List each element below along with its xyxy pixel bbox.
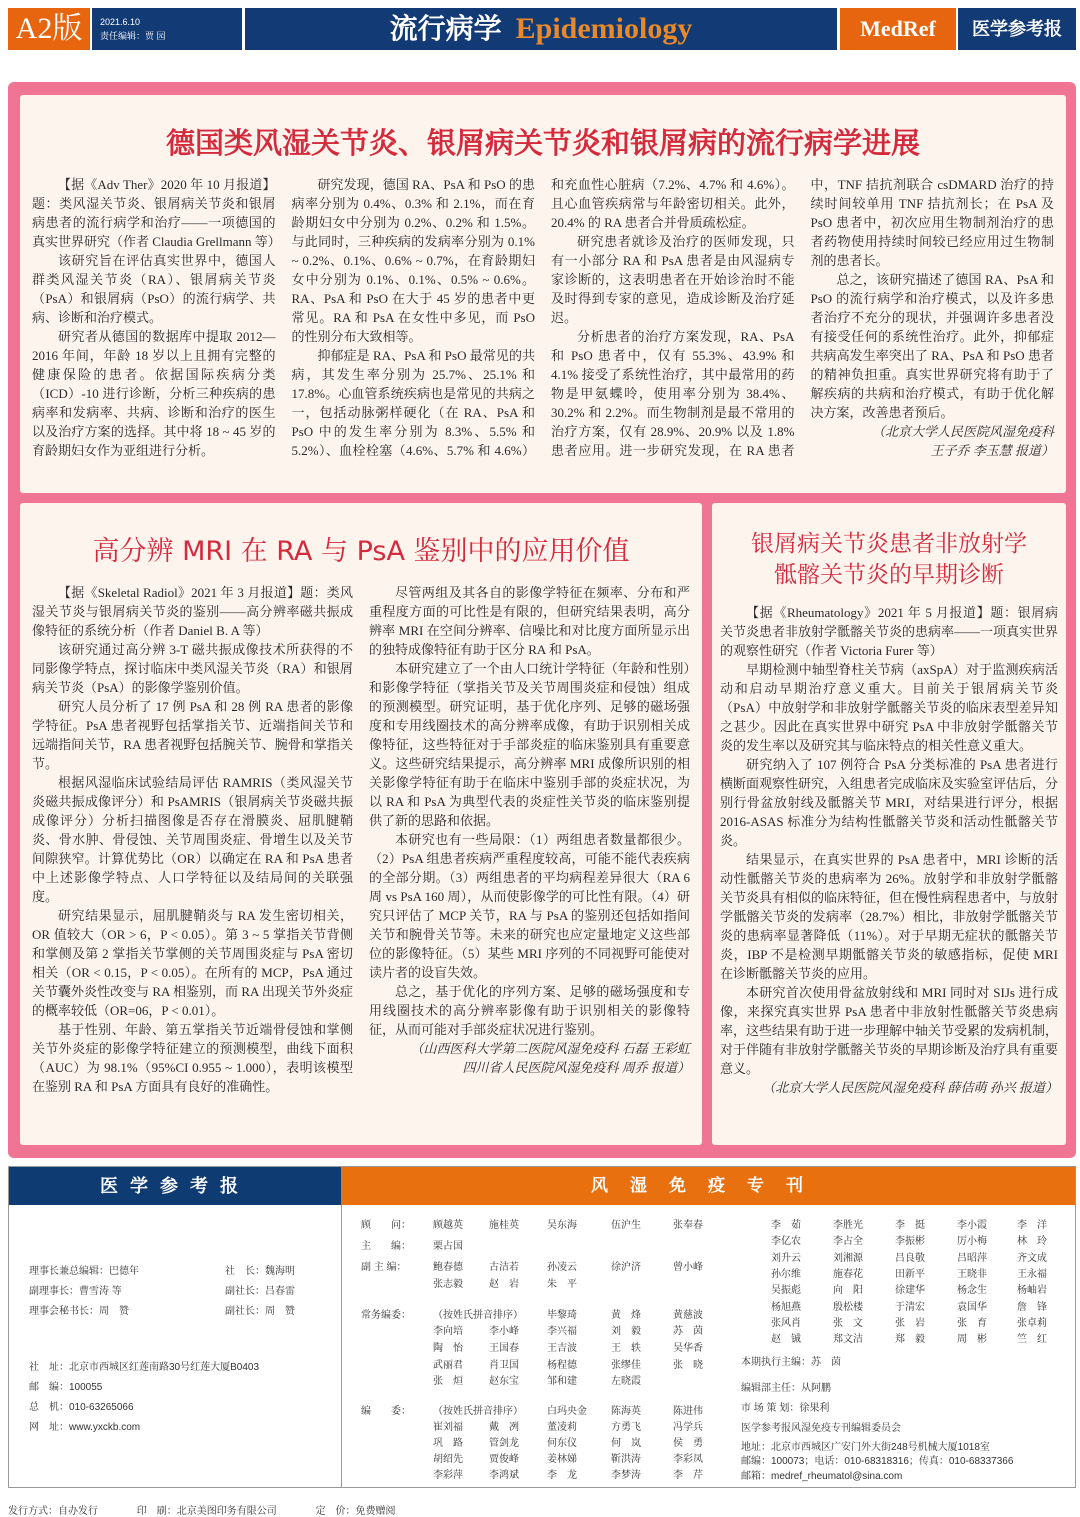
editorial-board-continued — [741, 1167, 1073, 1487]
board-member: 向 阳 — [833, 1285, 863, 1297]
paragraph: 该研究通过高分辨 3-T 磁共振成像技术所获得的不同影像学特点，探讨临床中类风湿关节炎（RA）和银屑病关节炎（PsA）的影像学鉴别价值。 — [32, 642, 353, 695]
board-member: 王永福 — [1017, 1268, 1047, 1280]
article-title-line: 银屑病关节炎患者非放射学 — [751, 531, 1027, 557]
board-member: 古洁若 — [489, 1262, 519, 1273]
board-member: 李梦涛 — [611, 1470, 641, 1481]
board-member: 杨念生 — [957, 1285, 987, 1297]
board-member: 孙尔维 — [771, 1268, 801, 1280]
board-member: 孙凌云 — [547, 1262, 577, 1273]
board-member: 郑 毅 — [895, 1334, 925, 1346]
article-title: 高分辨 MRI 在 RA 与 PsA 鉴别中的应用价值 — [92, 536, 630, 567]
paragraph: 结果显示，在真实世界的 PsA 患者中，MRI 诊断的活动性骶髂关节炎的患病率为 26%。放射学和非放射学骶髂关节炎具有相似的临床特征，但在慢性病程患者中，与放射学骶髂关节炎的发病率（28.7%）相比，非放射学骶髂关节炎的患病率显著降低（11%）。对于早期无症状的骶髂关节炎，IBP 不是检测早期骶髂关节炎的敏感指标，促使 MRI 在诊断骶髂关节炎的应用。 — [720, 852, 1059, 981]
byline: （北京大学人民医院风湿免疫科 — [871, 424, 1054, 439]
masthead-brand-bar: 医学参考报 — [9, 1167, 341, 1205]
article-psa-sacroiliitis — [712, 503, 1066, 1145]
board-member: 张志毅 — [433, 1279, 463, 1290]
board-member: 李鸿斌 — [489, 1470, 519, 1481]
board-member: 赵 铖 — [771, 1334, 801, 1346]
board-member: 李彩萍 — [433, 1470, 463, 1481]
officer: 副社长：周 赞 — [225, 1306, 295, 1317]
board-member: （按姓氏拼音排序） — [433, 1406, 523, 1417]
board-member: 栗占国 — [433, 1241, 463, 1252]
board-member: 詹 锋 — [1017, 1301, 1047, 1313]
article-title: 德国类风湿关节炎、银屑病关节炎和银屑病的流行病学进展 — [165, 126, 920, 160]
board-member: 李 芹 — [673, 1470, 703, 1481]
board-role-label: 编 委： — [361, 1406, 411, 1417]
board-member: 管剑龙 — [489, 1438, 519, 1449]
board-member: 张 文 — [833, 1317, 863, 1329]
board-member: 张 育 — [957, 1317, 987, 1329]
editorial-info: 市 场 策 划：徐果利 — [741, 1403, 830, 1414]
board-member: 李 洋 — [1017, 1220, 1047, 1231]
paragraph: 抑郁症是 RA、PsA 和 PsO 最常见的共病，其发生率分别为 25.7%、25.1% 和 17.8%。心血管系统疾病也是常见的共病之一，包括动脉粥样硬化（在 RA、PsA 和 PsO 中的发生率分别为 8.3%、5.5% 和 5.2%）、血栓栓塞（4.6%、5.7% 和 4.6%）和充血性心脏病（7.2%、4.7% 和 4.6%）。且心血管疾病常与年龄密切相关。此外，20.4% 的 RA 患者合并骨质疏松症。 — [291, 177, 795, 458]
board-member: 董凌莉 — [547, 1422, 577, 1433]
officer: 理事会秘书长：周 赞 — [29, 1306, 129, 1317]
board-member: （按姓氏拼音排序） — [433, 1310, 523, 1321]
paragraph: 本研究也有一些局限：（1）两组患者数量都很少。（2）PsA 组患者疾病严重程度较高，可能不能代表疾病的全部分期。（3）两组患者的平均病程差异很大（RA 6 周 vs PsA 160 周），从而使影像学的可比性有限。（4）研究只评估了 MCP 关节，RA 与 PsA 的鉴别还包括如指间关节和腕骨关节等。未来的研究也应定量地定义这些部位的影像特征。（5）某些 MRI 序列的不同视野可能使对读片者的设盲失效。 — [369, 832, 690, 980]
editorial-info: 本期执行主编：苏 茵 — [741, 1357, 841, 1368]
paragraph: 尽管两组及其各自的影像学特征在频率、分布和严重程度方面的可比性是有限的，但研究结果表明，高分辨率 MRI 在空间分辨率、信噪比和对比度方面所显示出的独特成像特征有助于区分 RA 和 PsA。 — [369, 585, 690, 657]
board-member: 左晓霞 — [611, 1376, 641, 1387]
board-member: 方勇飞 — [611, 1422, 641, 1433]
paragraph: 研究者从德国的数据库中提取 2012—2016 年间，年龄 18 岁以上且拥有完整的健康保险的患者。依据国际疾病分类（ICD）-10 进行诊断，分析三种疾病的患病率和发病率、共病、诊断和治疗的医生以及治疗方案的选择。其中将 18 ~ 45 岁的育龄期妇女作为亚组进行分析。 — [32, 329, 276, 458]
board-member: 李亿农 — [771, 1236, 801, 1248]
board-member: 武丽君 — [433, 1360, 463, 1371]
board-member: 王吉波 — [547, 1343, 577, 1354]
paragraph: 该研究旨在评估真实世界中，德国人群类风湿关节炎（RA）、银屑病关节炎（PsA）和银屑病（PsO）的流行病学、共病、诊断和治疗模式。 — [32, 253, 276, 325]
paragraph: 【据《Rheumatology》2021 年 5 月报道】题：银屑病关节炎患者非放射学骶髂关节炎的患病率——一项真实世界的观察性研究（作者 Victoria Furer 等） — [720, 605, 1059, 658]
board-role-label: 常务编委： — [361, 1310, 411, 1321]
paragraph: 根据风湿临床试验结局评估 RAMRIS（类风湿关节炎磁共振成像评分）和 PsAMRIS（银屑病关节炎磁共振成像评分）分析扫描图像是否存在滑膜炎、屈肌腱鞘炎、骨水肿、骨侵蚀、关节周围炎症、骨增生以及关节间隙狭窄。计算优势比（OR）以确定在 RA 和 PsA 患者中上述影像学特点、人口学特征以及结局间的关联强度。 — [32, 775, 353, 904]
board-member: 肖卫国 — [489, 1360, 519, 1371]
board-member: 王晓非 — [957, 1268, 987, 1280]
contact: 网 址：www.yxckb.com — [29, 1422, 141, 1433]
board-member: 伍沪生 — [611, 1220, 641, 1231]
paragraph: 研究患者就诊及治疗的医师发现，只有一小部分 RA 和 PsA 患者是由风湿病专家诊断的，这表明患者在开始诊治时不能及时得到专家的意见，造成诊断及治疗延迟。 — [551, 234, 795, 325]
board-member: 鲍春德 — [433, 1262, 463, 1273]
officer: 副社长：吕春雷 — [225, 1286, 295, 1297]
paragraph: 本研究建立了一个由人口统计学特征（年龄和性别）和影像学特征（掌指关节及关节周围炎症和侵蚀）组成的预测模型。研究证明，基于优化序列、足够的磁场强度和专用线圈技术的高分辨率成像，有助于识别相关成像特征，这些特征对于手部炎症的临床鉴别具有重要意义。这些研究结果提示，高分辨率 MRI 成像所识别的相关影像学特征有助于在临床中鉴别手部的炎症状况，为以 RA 和 PsA 为典型代表的炎症性关节炎的临床鉴别提供了新的思路和依据。 — [369, 661, 690, 828]
board-member: 施桂英 — [489, 1220, 519, 1231]
board-member: 侯 勇 — [673, 1438, 703, 1449]
article-mri-ra-psa — [20, 503, 702, 1145]
medref-logo: MedRef — [840, 8, 956, 50]
contact: 总 机：010-63265066 — [29, 1402, 134, 1413]
board-member: 赵东宝 — [489, 1376, 519, 1387]
board-member: 黄慈波 — [673, 1310, 703, 1321]
board-member: 徐沪济 — [611, 1262, 641, 1273]
board-member: 张 岩 — [895, 1317, 925, 1329]
board-member: 曾小峰 — [673, 1262, 703, 1273]
paragraph: 总之，基于优化的序列方案、足够的磁场强度和专用线圈技术的高分辨率影像有助于识别相关的影像特征，从而可能对手部炎症状况进行鉴别。 — [369, 984, 690, 1037]
byline: 四川省人民医院风湿免疫科 周乔 报道） — [462, 1060, 690, 1075]
board-member: 厉小梅 — [957, 1236, 987, 1248]
issue-editor: 责任编辑：贾 园 — [100, 31, 166, 41]
price: 定 价：免费赠阅 — [315, 1506, 396, 1517]
board-role-label: 主 编： — [361, 1241, 411, 1252]
board-member: 靳洪涛 — [611, 1454, 641, 1465]
board-member: 吴东海 — [547, 1220, 577, 1231]
board-member: 胡绍先 — [433, 1454, 463, 1465]
board-member: 何东仪 — [547, 1438, 577, 1449]
paragraph: 【据《Skeletal Radiol》2021 年 3 月报道】题：类风湿关节炎与银屑病关节炎的鉴别——高分辨率磁共振成像特征的系统分析（作者 Daniel B. A 等） — [32, 585, 353, 638]
article-body — [32, 175, 1054, 460]
section-title-en: Epidemiology — [515, 12, 693, 45]
board-member: 贾俊峰 — [489, 1454, 519, 1465]
board-member: 姜林娣 — [547, 1454, 577, 1465]
section-title — [245, 8, 837, 50]
masthead-supplement-bar: 风湿免疫专刊 — [341, 1167, 1075, 1205]
board-member: 李兴福 — [547, 1326, 577, 1337]
editorial-info[interactable]: 邮箱：medref_rheumatol@sina.com — [741, 1471, 903, 1482]
board-member: 徐建华 — [895, 1285, 925, 1297]
board-member: 刘 毅 — [611, 1326, 641, 1337]
board-member: 陈进伟 — [673, 1406, 703, 1417]
board-member: 林 玲 — [1017, 1236, 1047, 1248]
paragraph: 总之，该研究描述了德国 RA、PsA 和 PsO 的流行病学和治疗模式，以及许多患者治疗不充分的现状，并强调许多患者没有接受任何的系统性治疗。此外，抑郁症共病高发生率突出了 RA、PsA 和 PsO 患者的精神负担重。真实世界研究将有助于了解疾病的共病和治疗模式，有助于优化解决方案，改善患者预后。 — [810, 272, 1054, 420]
paragraph: 基于性别、年龄、第五掌指关节近端骨侵蚀和掌侧关节外炎症的影像学特征建立的预测模型，曲线下面积（AUC）为 98.1%（95%CI 0.955 ~ 1.000），表明该模型在鉴别 RA 和 PsA 方面具有良好的准确性。 — [32, 1022, 353, 1094]
board-member: 戴 冽 — [489, 1422, 519, 1433]
article-title-line: 骶髂关节炎的早期诊断 — [774, 562, 1004, 588]
board-member: 冯学兵 — [673, 1422, 703, 1433]
board-member: 李振彬 — [895, 1236, 925, 1248]
issue-meta — [92, 8, 242, 50]
section-title-zh: 流行病学 — [389, 14, 502, 45]
board-member: 李小霞 — [957, 1220, 987, 1231]
board-member: 朱 平 — [547, 1279, 577, 1290]
board-member: 周 彬 — [957, 1334, 987, 1346]
printer: 印 刷：北京美图印务有限公司 — [136, 1506, 277, 1517]
board-member: 于清宏 — [895, 1301, 925, 1313]
contact: 邮 编：100055 — [29, 1382, 103, 1393]
article-body — [720, 603, 1058, 1097]
board-member: 张 晓 — [673, 1360, 703, 1371]
board-member: 刘湘源 — [833, 1252, 863, 1264]
board-member: 李 龙 — [547, 1470, 577, 1481]
board-member: 杨岫岩 — [1017, 1285, 1047, 1297]
board-member: 赵 岩 — [489, 1279, 519, 1290]
divider — [341, 1205, 342, 1487]
contact: 社 址：北京市西城区红莲南路30号红莲大厦B0403 — [29, 1362, 260, 1373]
editorial-info: 地址：北京市西城区广安门外大街248号机械大厦1018室 — [741, 1442, 990, 1453]
board-member: 竺 红 — [1017, 1334, 1047, 1346]
board-member: 顾越英 — [433, 1220, 463, 1231]
publication-footer — [8, 1502, 432, 1517]
board-member: 邹和建 — [547, 1376, 577, 1387]
board-member: 施春花 — [833, 1268, 863, 1280]
board-member: 何 岚 — [611, 1438, 641, 1449]
board-member: 张奉春 — [673, 1220, 703, 1231]
paragraph: 分析患者的治疗方案发现，RA、PsA 和 PsO 患者中，仅有 55.3%、43.9% 和 4.1% 接受了系统性治疗，其中最常用的药物是甲氨蝶呤，使用率分别为 38.4%、30.2% 和 2.2%。而生物制剂是最不常用的治疗方案，仅有 28.9%、20.9% 以及 1.8% 患者应用。进一步研究发现，在 RA 患者中，TNF 拮抗剂联合 csDMARD 治疗的持续时间较单用 TNF 拮抗剂长；在 PsA 及 PsO 患者中，初次应用生物制剂治疗的患者药物使用持续时间较已经应用过生物制剂的患者长。 — [551, 177, 1054, 458]
board-member: 李 挺 — [895, 1220, 925, 1231]
board-member: 杨旭燕 — [771, 1301, 801, 1313]
distribution: 发行方式：自办发行 — [8, 1506, 98, 1517]
editorial-info: 编辑部主任：从阿鹏 — [741, 1383, 831, 1394]
byline: （山西医科大学第二医院风湿免疫科 石磊 王彩虹 — [410, 1041, 690, 1056]
board-member: 黄 烽 — [611, 1310, 641, 1321]
paragraph: 研究结果显示，屈肌腱鞘炎与 RA 发生密切相关，OR 值较大（OR > 6，P < 0.05）。第 3 ~ 5 掌指关节背侧和掌侧及第 2 掌指关节掌侧的关节周围炎症与 PsA 密切相关（OR < 0.15，P < 0.05）。在所有的 MCP，PsA 通过关节囊外炎性改变与 RA 相鉴别，而 RA 出现关节外炎症的概率较低（OR=06，P < 0.01）。 — [32, 908, 353, 1018]
editorial-info: 邮编：100073；电话：010-68318316；传真：010-68337366 — [741, 1456, 1014, 1467]
board-member: 张风肖 — [771, 1317, 801, 1329]
officer: 理事长兼总编辑：巴德年 — [29, 1266, 139, 1277]
board-member: 张缪佳 — [611, 1360, 641, 1371]
article-body — [32, 583, 690, 1096]
board-member: 郑文洁 — [833, 1334, 863, 1346]
article-germany-epidemiology — [20, 95, 1066, 493]
board-member: 田新平 — [895, 1268, 925, 1280]
brand-logo: 医学参考报 — [958, 8, 1076, 50]
board-member: 李占全 — [833, 1236, 863, 1248]
masthead — [8, 1166, 1076, 1488]
issue-date: 2021.6.10 — [100, 17, 141, 27]
board-member: 崔刘福 — [433, 1422, 463, 1433]
board-member: 张卓莉 — [1017, 1317, 1047, 1329]
board-member: 陶 怡 — [433, 1343, 463, 1354]
officer: 社 长：魏海明 — [225, 1266, 295, 1277]
board-role-label: 顾 问： — [361, 1220, 411, 1231]
board-member: 李彩凤 — [673, 1454, 703, 1465]
article-title — [712, 529, 1066, 591]
editorial-board — [361, 1167, 731, 1487]
board-member: 毕黎琦 — [547, 1310, 577, 1321]
board-member: 李胜光 — [833, 1220, 863, 1231]
board-member: 巩 路 — [433, 1438, 463, 1449]
board-member: 吕昭萍 — [957, 1252, 987, 1264]
board-member: 苏 茵 — [673, 1326, 703, 1337]
board-member: 刘升云 — [771, 1252, 801, 1264]
board-member: 王 轶 — [611, 1343, 641, 1354]
byline: 王子乔 李玉慧 报道） — [930, 443, 1054, 458]
paragraph: 研究人员分析了 17 例 PsA 和 28 例 RA 患者的影像学特征。PsA 患者视野包括掌指关节、近端指间关节和远端指间关节，RA 患者视野包括腕关节、腕骨和掌指关节。 — [32, 699, 353, 771]
paragraph: 研究纳入了 107 例符合 PsA 分类标准的 PsA 患者进行横断面观察性研究，入组患者完成临床及实验室评估后，分别行骨盆放射线及骶髂关节 MRI，对结果进行评分，根据 2016-ASAS 标准分为结构性骶髂关节炎和活动性骶髂关节炎。 — [720, 757, 1059, 848]
board-member: 李 茹 — [771, 1220, 801, 1231]
board-member: 杨程德 — [547, 1360, 577, 1371]
edition-badge: A2版 — [8, 8, 90, 50]
board-member: 齐文成 — [1017, 1252, 1047, 1264]
byline: （北京大学人民医院风湿免疫科 薛佶萌 孙兴 报道） — [762, 1080, 1058, 1095]
board-member: 吴华香 — [673, 1343, 703, 1354]
board-member: 李向培 — [433, 1326, 463, 1337]
paragraph: 本研究首次使用骨盆放射线和 MRI 同时对 SIJs 进行成像，来探究真实世界 PsA 患者中非放射性骶髂关节炎患病率，这些结果有助于进一步理解中轴关节受累的发病机制，对于伴随有非放射学骶髂关节炎的早期诊断及治疗具有重要意义。 — [720, 985, 1059, 1076]
board-member: 白玛央金 — [547, 1406, 587, 1417]
officer: 副理事长：曹雪涛 等 — [29, 1286, 122, 1297]
board-member: 王国春 — [489, 1343, 519, 1354]
board-member: 殷松楼 — [833, 1301, 863, 1313]
board-member: 李小峰 — [489, 1326, 519, 1337]
board-role-label: 副 主 编： — [361, 1262, 407, 1273]
paragraph: 【据《Adv Ther》2020 年 10 月报道】题：类风湿关节炎、银屑病关节炎和银屑病患者的流行病学和治疗——一项德国的真实世界研究（作者 Claudia Grellmann 等） — [32, 177, 281, 249]
board-member: 张 烜 — [433, 1376, 463, 1387]
editorial-info: 医学参考报风湿免疫专刊编辑委员会 — [741, 1423, 901, 1434]
board-member: 吕良敬 — [895, 1252, 925, 1264]
paragraph: 早期检测中轴型脊柱关节病（axSpA）对于监测疾病活动和启动早期治疗意义重大。目前关于银屑病关节炎（PsA）中放射学和非放射学骶髂关节炎的临床表型差异知之甚少。因此在真实世界中研究 PsA 中非放射学骶髂关节炎的发生率以及研究其与临床特点的相关性意义重大。 — [720, 662, 1058, 753]
board-member: 陈海英 — [611, 1406, 641, 1417]
board-member: 袁国华 — [957, 1301, 987, 1313]
board-member: 吴振彪 — [771, 1285, 801, 1297]
paragraph: 研究发现，德国 RA、PsA 和 PsO 的患病率分别为 0.4%、0.3% 和 2.1%，而在育龄期妇女中分别为 0.2%、0.2% 和 1.5%。与此同时，三种疾病的发病率分别为 0.1% ~ 0.2%、0.1%、0.6% ~ 0.7%，在育龄期妇女中分别为 0.1%、0.1%、0.5% ~ 0.6%。RA、PsA 和 PsO 在大于 45 岁的患者中更常见。RA 和 PsA 在女性中多见，而 PsO 的性别分布大致相等。 — [291, 177, 535, 344]
